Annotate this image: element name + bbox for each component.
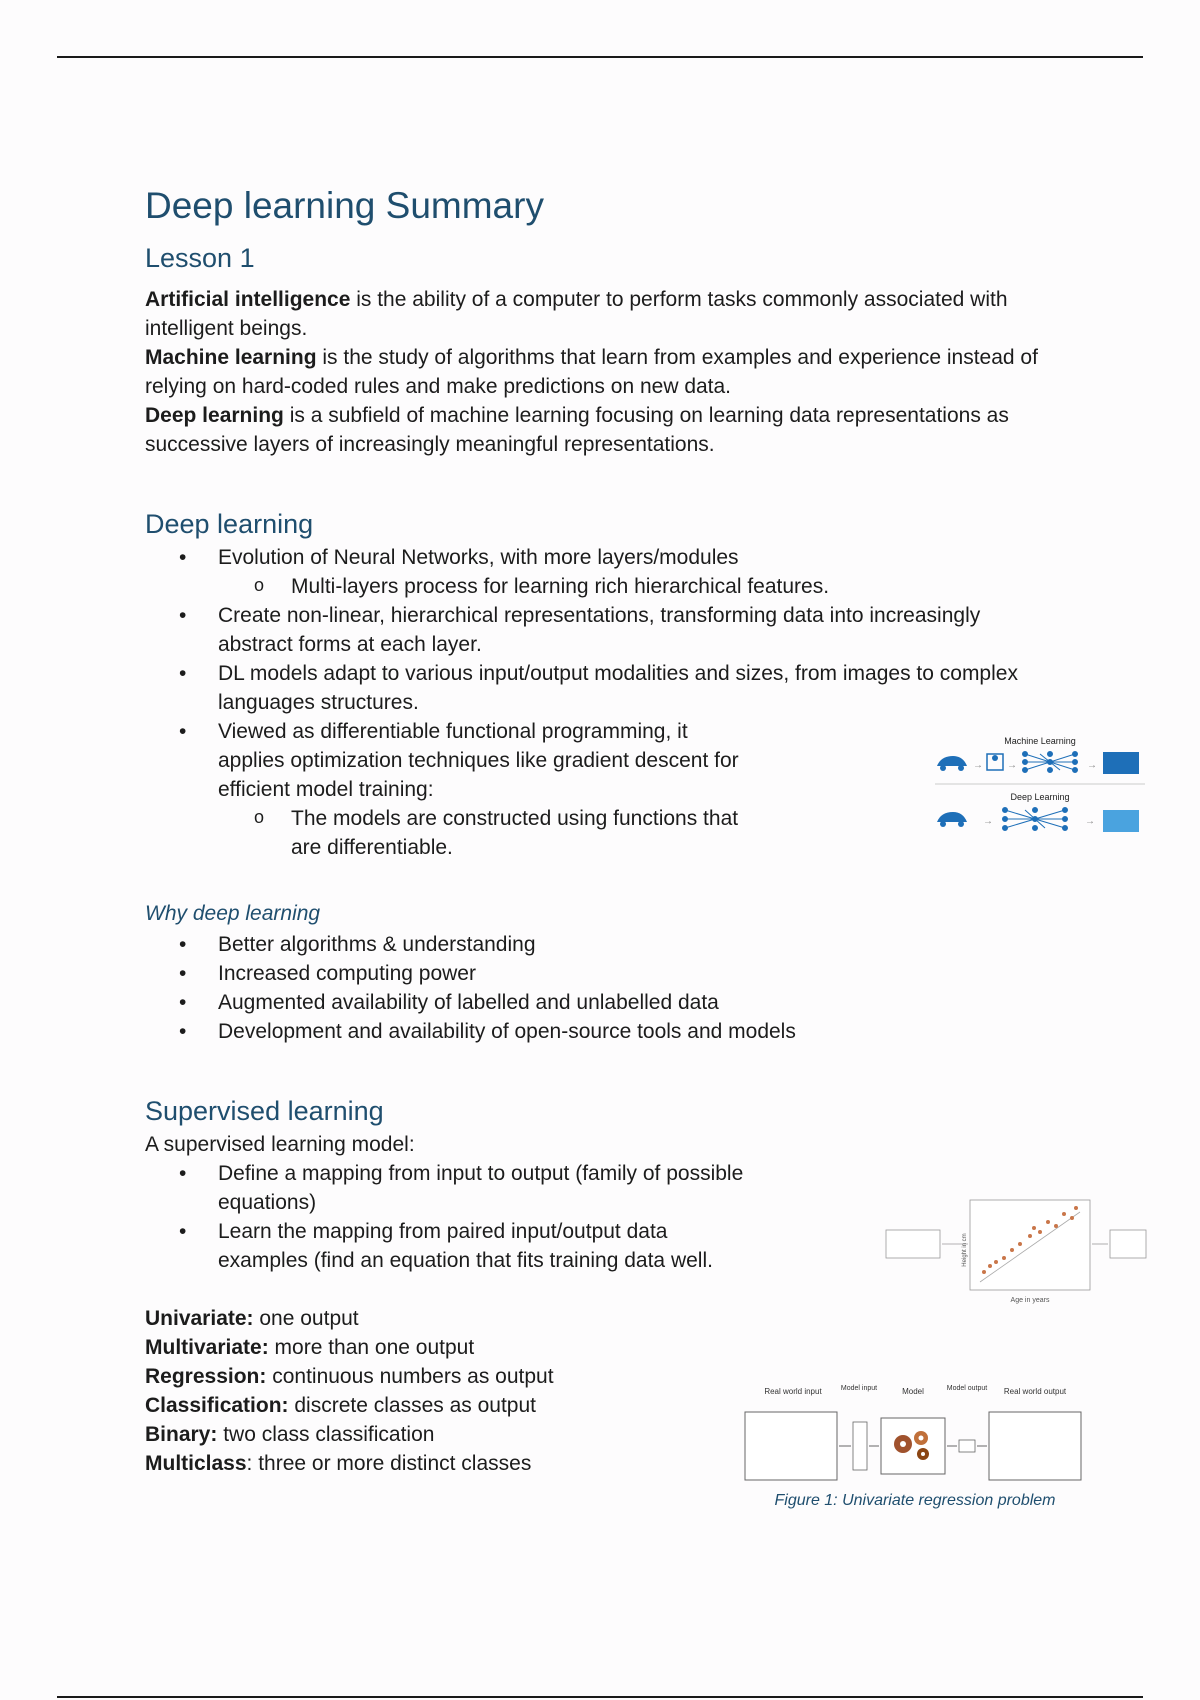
output-box — [989, 1412, 1081, 1480]
car-icon — [937, 812, 967, 827]
figure-caption: Figure 1: Univariate regression problem — [774, 1492, 1056, 1509]
list-item: • Viewed as differentiable functional programming, it applies optimization techniques like gradient descent for efficient model training: o The models are constructed using functions that are differentiable. — [145, 717, 1045, 862]
why-list — [145, 930, 1045, 1046]
deep-learning-list — [145, 543, 1045, 862]
network-icon — [1003, 808, 1068, 831]
definitions — [145, 285, 1045, 459]
header-model-output: Model output — [946, 1385, 988, 1392]
svg-text:→: → — [983, 816, 993, 827]
top-rule — [57, 56, 1143, 58]
x-axis-label: Age in years — [1010, 1297, 1050, 1304]
ml-label: Machine Learning — [1004, 736, 1076, 746]
list-item: • Evolution of Neural Networks, with more layers/modules o Multi-layers process for learning rich hierarchical features. — [145, 543, 1045, 601]
term-univariate: Univariate: one output — [145, 1307, 359, 1330]
ml-vs-dl-diagram — [935, 732, 1155, 852]
svg-text:→: → — [1087, 760, 1097, 771]
y-axis-label: Height in cm — [962, 1233, 968, 1267]
header-real-world-input: Real world input — [764, 1387, 822, 1396]
model-input-vector — [853, 1422, 867, 1470]
term-multiclass: Multiclass: three or more distinct classes — [145, 1452, 532, 1475]
list-item: • Define a mapping from input to output (family of possible equations) — [145, 1159, 745, 1217]
car-icon — [937, 756, 967, 771]
why-deep-learning-heading: Why deep learning — [145, 902, 321, 925]
supervised-intro: A supervised learning model: — [145, 1133, 415, 1156]
page-title: Deep learning Summary — [145, 185, 544, 226]
svg-text:→: → — [973, 760, 983, 771]
regression-pipeline-diagram — [735, 1378, 1095, 1498]
regression-scatter-figure — [880, 1192, 1150, 1307]
ml-vs-dl-figure — [935, 732, 1155, 852]
list-item: • Better algorithms & understanding — [145, 930, 1045, 959]
header-real-world-output: Real world output — [1003, 1387, 1067, 1396]
svg-text:→: → — [1085, 816, 1095, 827]
regression-scatter-diagram — [880, 1192, 1150, 1307]
term-regression: Regression: continuous numbers as output — [145, 1365, 554, 1388]
list-item: • DL models adapt to various input/output modalities and sizes, from images to complex languages structures. — [145, 659, 1045, 717]
list-item: • Create non-linear, hierarchical representations, transforming data into increasingly abstract forms at each layer. — [145, 601, 1045, 659]
dl-label: Deep Learning — [1010, 792, 1070, 802]
list-item: • Development and availability of open-source tools and models — [145, 1017, 1045, 1046]
svg-text:→: → — [1007, 760, 1017, 771]
bottom-rule — [57, 1696, 1143, 1698]
definition-ai: Artificial intelligence is the ability of a computer to perform tasks commonly associated with intelligent beings. — [145, 288, 1008, 340]
model-box — [881, 1418, 945, 1474]
header-model: Model — [902, 1387, 924, 1396]
list-subitem: o Multi-layers process for learning rich hierarchical features. — [218, 572, 1045, 601]
term-binary: Binary: two class classification — [145, 1423, 435, 1446]
header-model-input: Model input — [840, 1385, 878, 1392]
supervised-learning-heading: Supervised learning — [145, 1096, 384, 1126]
definition-dl: Deep learning is a subfield of machine learning focusing on learning data representations as successive layers of increasingly meaningful representations. — [145, 404, 1009, 456]
term-multivariate: Multivariate: more than one output — [145, 1336, 475, 1359]
output-box — [1110, 1230, 1146, 1258]
input-box — [886, 1230, 940, 1258]
definition-ml: Machine learning is the study of algorithms that learn from examples and experience instead of relying on hard-coded rules and make predictions on new data. — [145, 346, 1038, 398]
network-icon — [1023, 752, 1078, 773]
list-item: • Increased computing power — [145, 959, 1045, 988]
univariate-regression-figure — [735, 1378, 1095, 1510]
list-subitem: o The models are constructed using functions that are differentiable. — [218, 804, 745, 862]
model-output-value — [959, 1440, 975, 1452]
input-box — [745, 1412, 837, 1480]
deep-learning-heading: Deep learning — [145, 509, 314, 539]
term-classification: Classification: discrete classes as output — [145, 1394, 537, 1417]
output-box — [1103, 752, 1139, 774]
lesson-heading: Lesson 1 — [145, 243, 255, 273]
list-item: • Augmented availability of labelled and unlabelled data — [145, 988, 1045, 1017]
list-item: • Learn the mapping from paired input/output data examples (find an equation that fits training data well. — [145, 1217, 745, 1275]
person-icon — [987, 754, 1003, 770]
output-box — [1103, 810, 1139, 832]
